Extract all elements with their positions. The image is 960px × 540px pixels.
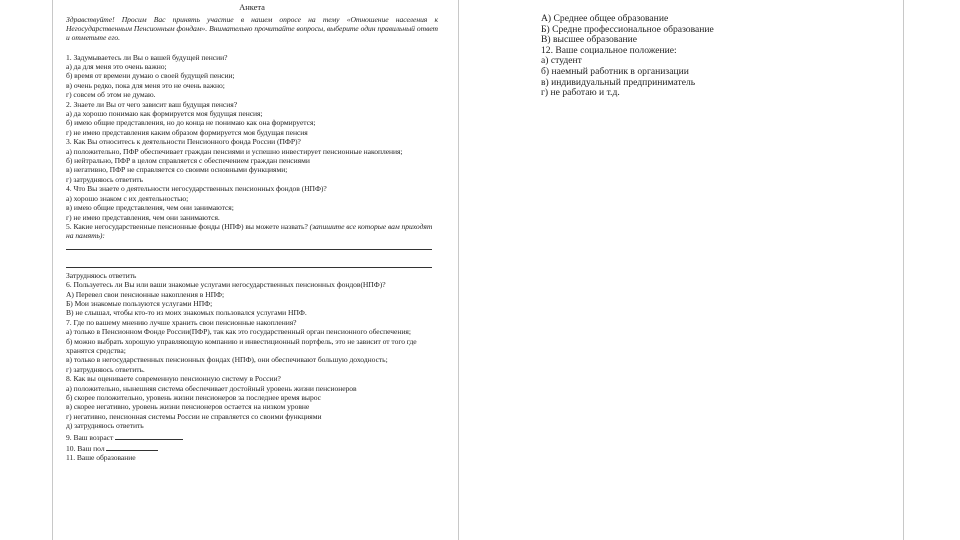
answer-line: б) можно выбрать хорошую управляющую компанию и инвестиционный портфель, это не зависит от того где хранятся средства; <box>66 336 417 355</box>
question-line <box>66 222 438 241</box>
answer-line: г) не имею представления каким образом формируется моя будущая пенсия <box>66 127 308 137</box>
answer-line: Затрудняюсь ответить <box>66 270 137 280</box>
answer-line: в) только в негосударственных пенсионных фондах (НПФ), они обеспечивают большую доходность; <box>66 355 388 365</box>
answer-line: а) студент <box>541 55 582 67</box>
question-line <box>66 431 438 442</box>
question-line: 7. Где по вашему мнению лучше хранить свои пенсионные накопления? <box>66 317 297 327</box>
age-blank <box>115 431 183 440</box>
question-line: 2. Знаете ли Вы от чего зависит ваш будущая пенсия? <box>66 99 238 109</box>
answer-line: г) не работаю и т.д. <box>541 87 620 99</box>
answer-line: в) очень редко, пока для меня это не очень важно; <box>66 80 225 90</box>
answer-line: а) только в Пенсионном Фонде России(ПФР), так как это государственный орган пенсионного обеспечения; <box>66 327 411 337</box>
answer-line: б) имею общие представления, но до конца не понимаю как она формируется; <box>66 118 316 128</box>
question-line: 3. Как Вы относитесь к деятельности Пенсионного фонда России (ПФР)? <box>66 137 301 147</box>
answer-line: г) затрудняюсь ответить <box>66 174 143 184</box>
question-line: 6. Пользуетесь ли Вы или ваши знакомые услугами негосударственных пенсионных фондов(НПФ)? <box>66 280 386 290</box>
question-5-text: 5. Какие негосударственные пенсионные фонды (НПФ) вы можете назвать? <box>66 221 308 231</box>
answer-blank-line <box>66 241 432 250</box>
survey-right-column <box>541 14 841 99</box>
question-5-hint: (запишите все которые вам приходят на память): <box>66 221 433 241</box>
answer-line: г) негативно, пенсионная системы России не справляется со своими функциями <box>66 411 322 421</box>
question-line: 11. Ваше образование <box>66 453 136 463</box>
survey-intro: Здравствуйте! Просим Вас принять участие в нашем опросе на тему «Отношение населения к Негосударственным Пенсионным фондам». Внимательно прочитайте вопросы, выберите один правильный ответ и отметьте его. <box>66 15 438 43</box>
sex-blank <box>106 442 158 451</box>
answer-line: Б) Мои знакомые пользуются услугами НПФ; <box>66 298 213 308</box>
answer-line: а) положительно, нынешняя система обеспечивает достойный уровень жизни пенсионеров <box>66 383 357 393</box>
answer-line: в) негативно, ПФР не справляется со своими основными функциями; <box>66 165 288 175</box>
sex-label: 10. Ваш пол <box>66 444 105 454</box>
question-line <box>66 442 438 453</box>
page-border-right <box>903 0 904 540</box>
answer-line: а) да хорошо понимаю как формируется моя будущая пенсия; <box>66 109 263 119</box>
answer-line: б) наемный работник в организации <box>541 65 689 77</box>
question-line: 1. Задумываетесь ли Вы о вашей будущей пенсии? <box>66 52 228 62</box>
survey-title: Анкета <box>239 2 265 12</box>
answer-line: В) не слышал, чтобы кто-то из моих знакомых пользовался услугами НПФ. <box>66 308 307 318</box>
answer-line: в) скорее негативно, уровень жизни пенсионеров остается на низком уровне <box>66 402 310 412</box>
question-line: 4. Что Вы знаете о деятельности негосударственных пенсионных фондов (НПФ)? <box>66 184 327 194</box>
answer-line: б) время от времени думаю о своей будущей пенсии; <box>66 71 235 81</box>
answer-line: а) да для меня это очень важно; <box>66 62 167 72</box>
question-line: 8. Как вы оцениваете современную пенсионную систему в России? <box>66 374 281 384</box>
answer-line: А) Перевел свои пенсионные накопления в НПФ; <box>66 289 225 299</box>
question-line: 12. Ваше социальное положение: <box>541 44 677 56</box>
answer-line: а) хорошо знаком с их деятельностью; <box>66 193 189 203</box>
page-border-middle <box>458 0 459 540</box>
age-label: 9. Ваш возраст <box>66 432 114 442</box>
answer-line: б) скорее положительно, уровень жизни пенсионеров за последнее время вырос <box>66 393 321 403</box>
answer-line: в) имею общие представления, чем они занимаются; <box>66 203 234 213</box>
answer-line: б) нейтрально, ПФР в целом справляется с обеспечением граждан пенсиями <box>66 156 310 166</box>
answer-line: А) Среднее общее образование <box>541 13 669 24</box>
answer-line: Б) Средне профессиональное образование <box>541 23 714 35</box>
answer-line: В) высшее образование <box>541 34 637 46</box>
answer-line: г) совсем об этом не думаю. <box>66 90 156 100</box>
answer-blank-line <box>66 254 432 268</box>
answer-line: а) положительно, ПФР обеспечивает граждан пенсиями и успешно инвестирует пенсионные накопления; <box>66 146 403 156</box>
survey-left-column <box>66 2 438 463</box>
answer-line: в) индивидуальный предприниматель <box>541 76 696 88</box>
answer-line: г) не имею представления, чем они занимаются. <box>66 212 220 222</box>
page-border-left <box>52 0 53 540</box>
answer-line: г) затрудняюсь ответить. <box>66 364 145 374</box>
answer-line: д) затрудняюсь ответить <box>66 421 144 431</box>
